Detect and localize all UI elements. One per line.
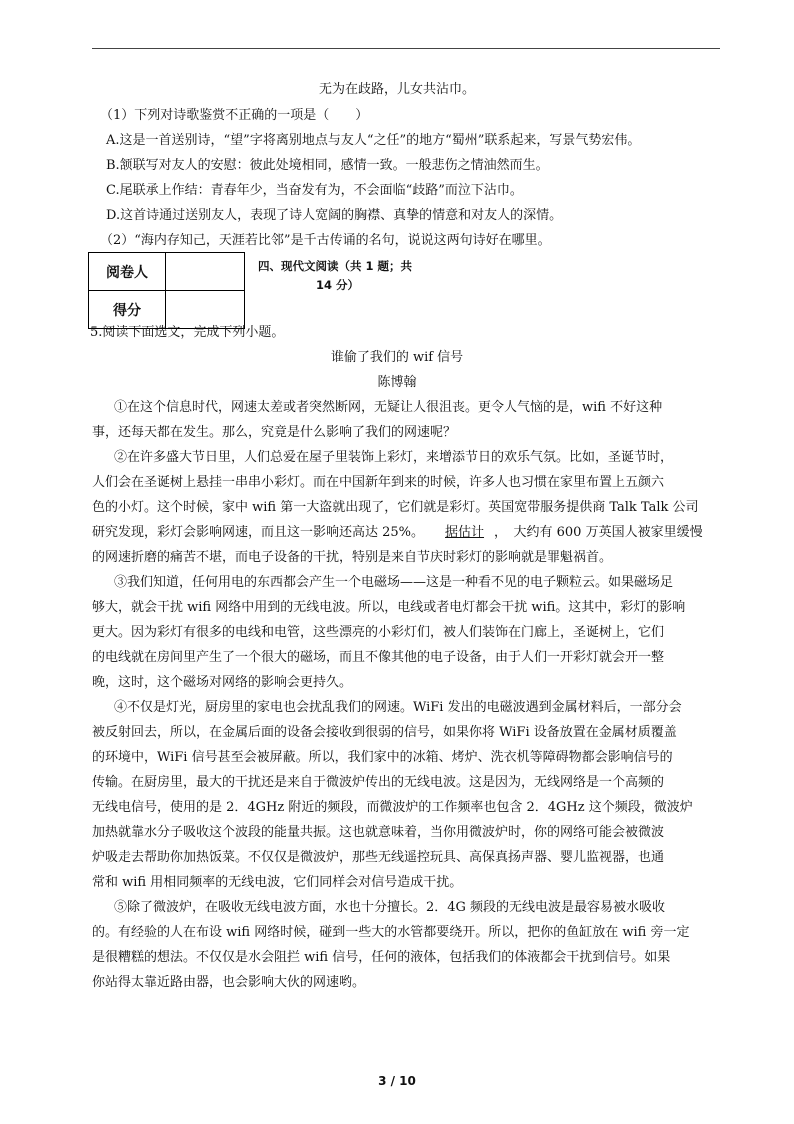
score-label: 得分 — [89, 291, 166, 329]
reviewer-label: 阅卷人 — [89, 253, 166, 291]
article-line: 传输。在厨房里，最大的干扰还是来自于微波炉传出的无线电波。这是因为，无线网络是一个高频的 — [92, 775, 665, 790]
article-line: ②在许多盛大节日里，人们总爱在屋子里装饰上彩灯，来增添节日的欢乐气氛。比如，圣诞节时， — [114, 450, 674, 465]
article-line: 更大。因为彩灯有很多的电线和电管，这些漂亮的小彩灯们，被人们装饰在门廊上，圣诞树上，它们 — [92, 625, 665, 640]
article-line: ④不仅是灯光，厨房里的家电也会扰乱我们的网速。WiFi 发出的电磁波遇到金属材料后，一部分会 — [114, 700, 682, 715]
option-a: A.这是一首送别诗，“望”字将离别地点与友人“之任”的地方“蜀州”联系起来，写景气势宏伟。 — [106, 133, 641, 148]
question-2: （2）“海内存知己，天涯若比邻”是千古传诵的名句，说说这两句诗好在哪里。 — [100, 233, 551, 248]
article-line: ， 大约有 600 万英国人被家里缓慢 — [494, 525, 703, 540]
grader-table — [88, 252, 245, 329]
reviewer-field — [166, 253, 245, 291]
article-line: 的。有经验的人在布设 wifi 网络时候，碰到一些大的水管都要绕开。所以，把你的鱼缸放在 wifi 旁一定 — [92, 925, 690, 940]
article-line: 炉吸走去帮助你加热饭菜。不仅仅是微波炉，那些无线遥控玩具、高保真扬声器、婴儿监视器，也通 — [92, 850, 665, 865]
article-author: 陈博翰 — [377, 375, 417, 390]
article-line: 事，还每天都在发生。那么，究竟是什么影响了我们的网速呢？ — [92, 425, 457, 440]
article-line: 晚，这时，这个磁场对网络的影响会更持久。 — [92, 675, 353, 690]
underlined-phrase: 据估计 — [445, 525, 485, 540]
article-line: ③我们知道，任何用电的东西都会产生一个电磁场——这是一种看不见的电子颗粒云。如果磁场足 — [114, 575, 674, 590]
article-line: 色的小灯。这个时候，家中 wifi 第一大盗就出现了，它们就是彩灯。英国宽带服务提供商 Talk Talk 公司 — [92, 500, 699, 515]
header-rule — [92, 48, 720, 49]
article-line: 研究发现，彩灯会影响网速，而且这一影响还高达 25%。 — [92, 525, 425, 540]
option-b: B.颔联写对友人的安慰：彼此处境相同，感情一致。一般悲伤之情油然而生。 — [106, 158, 549, 173]
page-number: 3 / 10 — [378, 1074, 416, 1088]
option-d: D.这首诗通过送别友人，表现了诗人宽阔的胸襟、真挚的情意和对友人的深情。 — [106, 208, 563, 223]
reading-instruction: 5.阅读下面选文，完成下列小题。 — [90, 325, 285, 340]
article-line: 的网速折磨的痛苦不堪，而电子设备的干扰，特别是来自节庆时彩灯的影响就是罪魁祸首。 — [92, 550, 613, 565]
article-line: ①在这个信息时代，网速太差或者突然断网，无疑让人很沮丧。更令人气恼的是，wifi 不好这种 — [114, 400, 663, 415]
article-line: 常和 wifi 用相同频率的无线电波，它们同样会对信号造成干扰。 — [92, 875, 463, 890]
section-header-line2: 14 分） — [316, 278, 360, 292]
poem-last-line: 无为在歧路，儿女共沾巾。 — [318, 82, 475, 97]
question-1-stem: （1）下列对诗歌鉴赏不正确的一项是（ ） — [100, 108, 369, 123]
article-line: ⑤除了微波炉，在吸收无线电波方面，水也十分擅长。2．4G 频段的无线电波是最容易被水吸收 — [114, 900, 666, 915]
article-title: 谁偷了我们的 wif 信号 — [330, 350, 464, 365]
article-line: 是很糟糕的想法。不仅仅是水会阻拦 wifi 信号，任何的液体，包括我们的体液都会干扰到信号。如果 — [92, 950, 671, 965]
article-line: 的环境中，WiFi 信号甚至会被屏蔽。所以，我们家中的冰箱、烤炉、洗衣机等障碍物都会影响信号的 — [92, 750, 673, 765]
option-c: C.尾联承上作结：青春年少，当奋发有为，不会面临“歧路”而泣下沾巾。 — [106, 183, 523, 198]
article-line: 被反射回去，所以，在金属后面的设备会接收到很弱的信号，如果你将 WiFi 设备放置在金属材质覆盖 — [92, 725, 677, 740]
score-field — [166, 291, 245, 329]
article-line: 人们会在圣诞树上悬挂一串串小彩灯。而在中国新年到来的时候，许多人也习惯在家里布置上五颜六 — [92, 475, 665, 490]
article-line: 的电线就在房间里产生了一个很大的磁场，而且不像其他的电子设备，由于人们一开彩灯就会开一整 — [92, 650, 665, 665]
article-line: 加热就靠水分子吸收这个波段的能量共振。这也就意味着，当你用微波炉时，你的网络可能会被微波 — [92, 825, 665, 840]
article-line: 无线电信号，使用的是 2．4GHz 附近的频段，而微波炉的工作频率也包含 2．4GHz 这个频段，微波炉 — [92, 800, 693, 815]
article-line: 你站得太靠近路由器，也会影响大伙的网速哟。 — [92, 975, 366, 990]
section-header-line1: 四、现代文阅读（共 1 题；共 — [258, 259, 413, 273]
article-line: 够大，就会干扰 wifi 网络中用到的无线电波。所以，电线或者电灯都会干扰 wifi。这其中，彩灯的影响 — [92, 600, 686, 615]
